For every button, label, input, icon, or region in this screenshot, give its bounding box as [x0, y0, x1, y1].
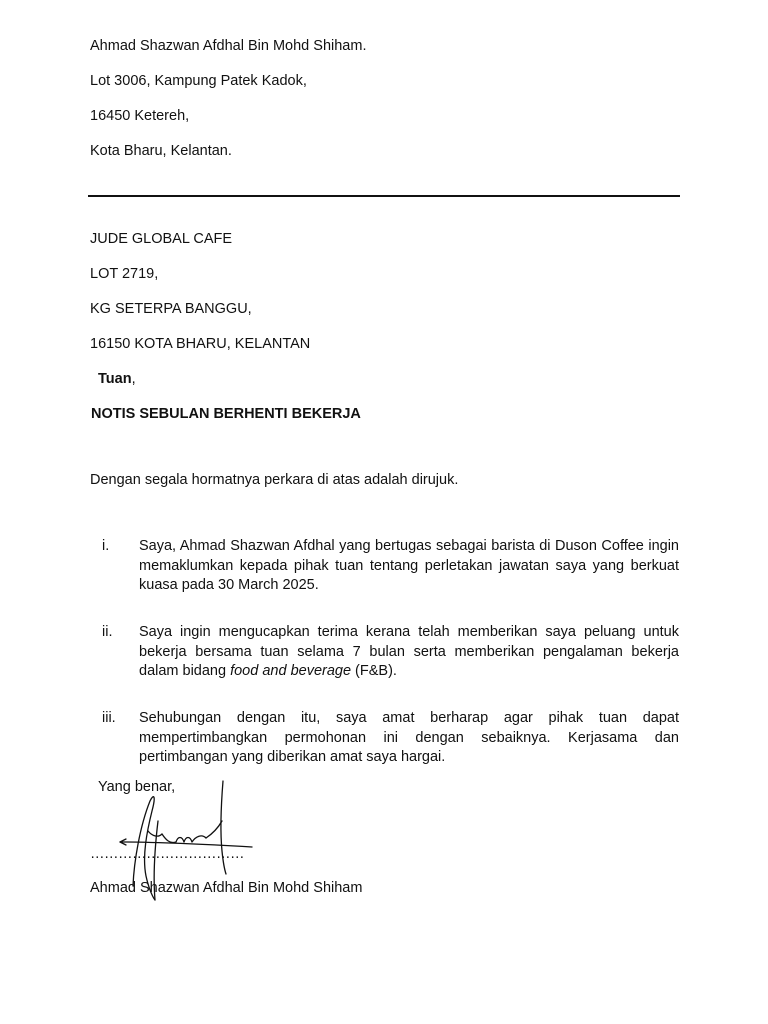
- list-item-number: i.: [102, 538, 110, 554]
- salutation-word: Tuan: [98, 371, 132, 387]
- salutation-punct: ,: [131, 371, 136, 387]
- opening-sentence: Dengan segala hormatnya perkara di atas adalah dirujuk.: [90, 472, 459, 488]
- signatory-name: Ahmad Shazwan Afdhal Bin Mohd Shiham: [90, 880, 363, 896]
- list-item-text: Sehubungan dengan itu, saya amat berharap agar pihak tuan dapat mempertimbangkan permohonan ini dengan sebaiknya. Kerjasama dan pertimbangan yang diberikan amat saya hargai.: [139, 710, 679, 766]
- list-item-text-italic: food and beverage: [230, 663, 352, 680]
- closing: Yang benar,: [98, 779, 176, 795]
- sender-address-line-2: 16450 Ketereh,: [90, 108, 190, 124]
- list-item-text: Saya, Ahmad Shazwan Afdhal yang bertugas sebagai barista di Duson Coffee ingin memaklumkan kepada pihak tuan tentang perletakan jawatan saya yang berkuat kuasa pada 30 March 2025.: [139, 538, 679, 594]
- list-item-number: ii.: [102, 624, 113, 640]
- header-divider: [88, 195, 680, 197]
- recipient-address-line-1: LOT 2719,: [90, 266, 159, 282]
- recipient-name: JUDE GLOBAL CAFE: [90, 231, 233, 247]
- signature-line: ……………………………: [90, 846, 244, 862]
- recipient-address-line-2: KG SETERPA BANGGU,: [90, 301, 252, 317]
- list-item-text-part: Saya ingin mengucapkan terima kerana telah memberikan saya peluang untuk bekerja bersama tuan selama 7 bulan serta memberikan pengalaman bekerja dalam bidang: [139, 624, 679, 680]
- sender-name: Ahmad Shazwan Afdhal Bin Mohd Shiham.: [90, 38, 367, 54]
- letter-subject: NOTIS SEBULAN BERHENTI BEKERJA: [91, 406, 361, 422]
- list-item-text-part: (F&B).: [351, 663, 397, 680]
- recipient-address-line-3: 16150 KOTA BHARU, KELANTAN: [90, 336, 311, 352]
- sender-address-line-3: Kota Bharu, Kelantan.: [90, 143, 232, 159]
- sender-address-line-1: Lot 3006, Kampung Patek Kadok,: [90, 73, 307, 89]
- list-item-text: [139, 623, 679, 682]
- salutation: [98, 370, 136, 388]
- list-item-number: iii.: [102, 710, 116, 726]
